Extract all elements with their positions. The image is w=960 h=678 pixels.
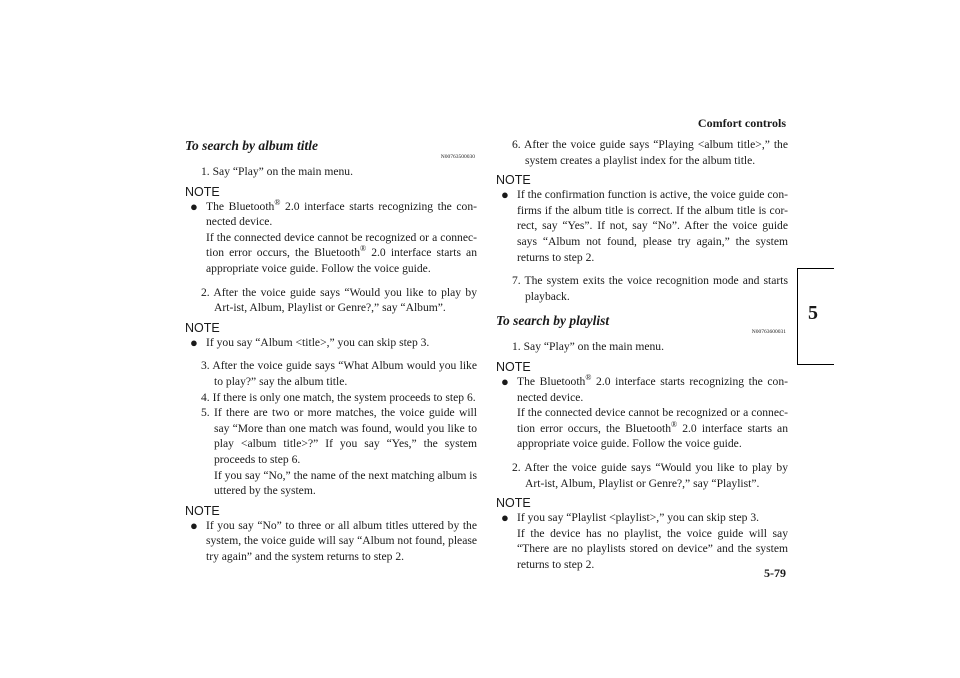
bullet-icon: ● xyxy=(501,373,509,389)
step-5: 5. If there are two or more matches, the voice guide will say “More than one match was found, would you like to play <album title>?” If you say “Yes,” the system proceeds to step 6. If you say “No,” the name of the next matching album is uttered by the system. xyxy=(201,406,477,498)
right-column xyxy=(496,137,788,572)
note-label: NOTE xyxy=(496,496,531,511)
step-2: 2. After the voice guide says “Would you like to play by Art-ist, Album, Playlist or Genre?,” say “Album”. xyxy=(201,285,477,315)
heading-playlist: To search by playlist N00763600031 xyxy=(496,312,788,329)
section-tab-number: 5 xyxy=(808,302,818,324)
note-item: ● The Bluetooth® 2.0 interface starts recognizing the con-nected device. If the connected device cannot be recognized or a connec-tion error occurs, the Bluetooth® 2.0 interface starts an appropriate voice guide. Follow the voice guide. xyxy=(190,197,478,275)
section-tab xyxy=(797,268,834,365)
note-item: ● If you say “No” to three or all album titles uttered by the system, the voice guide will say “Album not found, please try again” and the system returns to step 2. xyxy=(190,517,477,563)
step-2: 2. After the voice guide says “Would you like to play by Art-ist, Album, Playlist or Genre?,” say “Playlist”. xyxy=(512,460,788,490)
note-label: NOTE xyxy=(185,184,220,199)
step-3: 3. After the voice guide says “What Album would you like to play?” say the album title. xyxy=(201,359,477,388)
heading-code: N00763600031 xyxy=(751,329,786,336)
heading-album-title: To search by album title N00763500030 xyxy=(185,137,477,154)
note-label: NOTE xyxy=(185,320,220,335)
note-item: ● If the confirmation function is active, the voice guide con-firms if the album title is correct. If the album title is cor-rect, say “Yes”. If not, say “No”. After the voice guide says “Album not found, please try again,” the system returns to step 2. xyxy=(501,187,788,264)
left-column xyxy=(185,137,477,564)
heading-code: N00763500030 xyxy=(440,154,475,160)
bullet-icon: ● xyxy=(190,198,198,214)
page-number: 5-79 xyxy=(764,566,786,580)
step-4: 4. If there is only one match, the system proceeds to step 6. xyxy=(201,390,476,404)
step-1: 1. Say “Play” on the main menu. xyxy=(201,165,353,178)
step-1: 1. Say “Play” on the main menu. xyxy=(512,340,664,354)
note-label: NOTE xyxy=(496,173,531,188)
note-label: NOTE xyxy=(185,503,220,518)
bullet-icon: ● xyxy=(501,510,509,526)
running-header: Comfort controls xyxy=(697,116,786,130)
note-item: ● The Bluetooth® 2.0 interface starts recognizing the con-nected device. If the connected device cannot be recognized or a connec-tion error occurs, the Bluetooth® 2.0 interface starts an appropriate voice guide. Follow the voice guide. xyxy=(501,373,789,451)
note-item: ● If you say “Album <title>,” you can skip step 3. xyxy=(190,334,430,350)
note-label: NOTE xyxy=(496,359,531,374)
bullet-icon: ● xyxy=(501,187,509,203)
step-7: 7. The system exits the voice recognition mode and starts playback. xyxy=(512,274,788,303)
bullet-icon: ● xyxy=(190,517,198,533)
note-item: ● If you say “Playlist <playlist>,” you can skip step 3. If the device has no playlist, the voice guide will say “There are no playlists stored on device” and the system returns to step 2. xyxy=(501,510,788,571)
bullet-icon: ● xyxy=(190,334,198,350)
step-6: 6. After the voice guide says “Playing <album title>,” the system creates a playlist index for the album title. xyxy=(512,138,788,167)
